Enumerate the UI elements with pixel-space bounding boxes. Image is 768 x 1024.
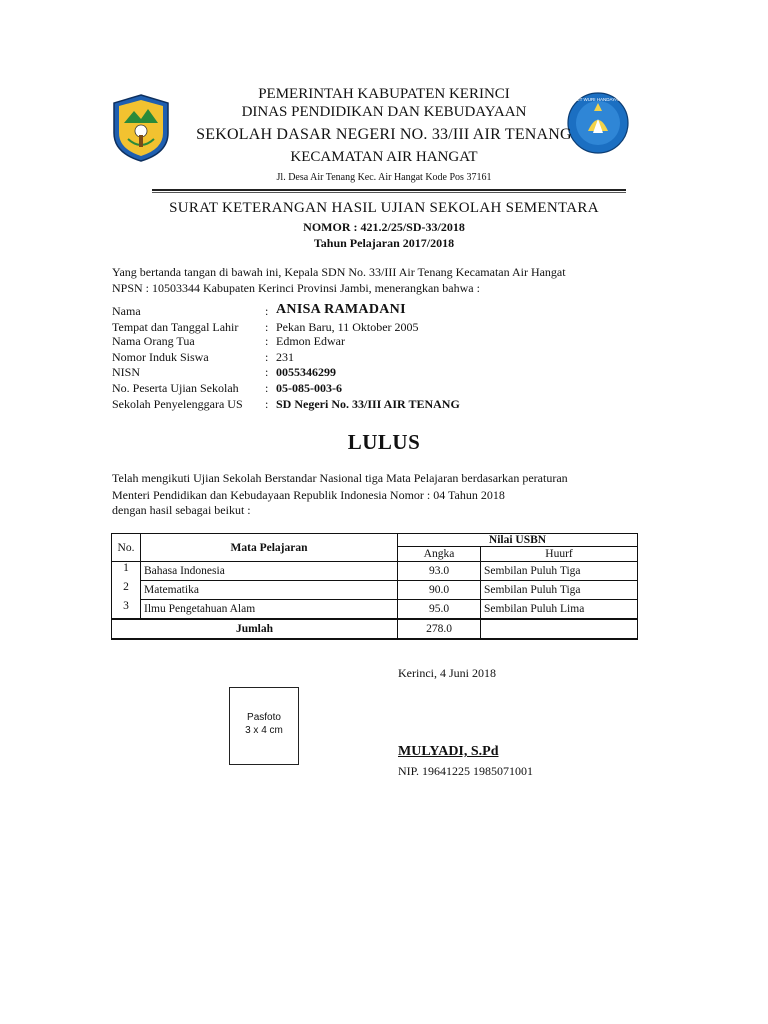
- photo-label-2: 3 x 4 cm: [245, 725, 283, 736]
- photo-placeholder: [229, 687, 299, 765]
- field-colon: :: [265, 304, 269, 318]
- field-value-ttl: Pekan Baru, 11 Oktober 2005: [276, 320, 419, 334]
- row-huruf: Sembilan Puluh Tiga: [481, 581, 638, 600]
- total-value: 278.0: [398, 619, 481, 639]
- intro-line-1: Yang bertanda tangan di bawah ini, Kepala SDN No. 33/III Air Tenang Kecamatan Air Hangat: [112, 265, 566, 279]
- grades-table: [111, 533, 638, 640]
- field-colon: :: [265, 397, 269, 411]
- intro-line-2: NPSN : 10503344 Kabupaten Kerinci Provinsi Jambi, menerangkan bahwa :: [112, 281, 480, 295]
- col-header-no: No.: [112, 534, 141, 562]
- document-number: NOMOR : 421.2/25/SD-33/2018: [303, 220, 465, 234]
- table-row: [112, 600, 638, 620]
- field-label-nis: Nomor Induk Siswa: [112, 350, 209, 364]
- header-district: KECAMATAN AIR HANGAT: [290, 149, 478, 165]
- field-value-nisn: 0055346299: [276, 365, 336, 379]
- field-value-orang-tua: Edmon Edwar: [276, 334, 345, 348]
- signatory-nip: NIP. 19641225 1985071001: [398, 764, 534, 778]
- field-colon: :: [265, 320, 269, 334]
- row-subject: Ilmu Pengetahuan Alam: [141, 600, 398, 620]
- table-total-row: [112, 619, 638, 639]
- row-huruf: Sembilan Puluh Lima: [481, 600, 638, 620]
- row-no: 3: [112, 600, 141, 620]
- field-label-ttl: Tempat dan Tanggal Lahir: [112, 320, 239, 334]
- total-label: Jumlah: [112, 619, 398, 639]
- row-no: 1: [112, 562, 141, 581]
- field-label-orang-tua: Nama Orang Tua: [112, 334, 195, 348]
- row-huruf: Sembilan Puluh Tiga: [481, 562, 638, 581]
- row-angka: 95.0: [398, 600, 481, 620]
- result-status: LULUS: [347, 430, 421, 454]
- col-header-huruf: Huurf: [481, 547, 638, 562]
- header-department: DINAS PENDIDIKAN DAN KEBUDAYAAN: [241, 104, 527, 120]
- col-header-angka: Angka: [398, 547, 481, 562]
- col-header-subject: Mata Pelajaran: [141, 534, 398, 562]
- total-empty-cell: [481, 619, 638, 639]
- field-label-nama: Nama: [112, 304, 141, 318]
- photo-label-1: Pasfoto: [247, 712, 281, 723]
- row-angka: 90.0: [398, 581, 481, 600]
- table-header-row: [112, 534, 638, 547]
- body-line-2: Menteri Pendidikan dan Kebudayaan Republik Indonesia Nomor : 04 Tahun 2018: [112, 488, 505, 502]
- field-value-sekolah: SD Negeri No. 33/III AIR TENANG: [276, 397, 460, 411]
- body-line-3: dengan hasil sebagai beikut :: [112, 503, 251, 517]
- row-subject: Matematika: [141, 581, 398, 600]
- header-government: PEMERINTAH KABUPATEN KERINCI: [258, 86, 510, 102]
- field-label-peserta: No. Peserta Ujian Sekolah: [112, 381, 239, 395]
- academic-year: Tahun Pelajaran 2017/2018: [313, 236, 455, 250]
- field-colon: :: [265, 334, 269, 348]
- field-colon: :: [265, 350, 269, 364]
- document-title: SURAT KETERANGAN HASIL UJIAN SEKOLAH SEMENTARA: [169, 200, 599, 216]
- signatory-name: MULYADI, S.Pd: [398, 744, 499, 759]
- emblem-text: TUT WURI HANDAYANI: [573, 97, 623, 102]
- body-line-1: Telah mengikuti Ujian Sekolah Berstandar Nasional tiga Mata Pelajaran berdasarkan peraturan: [112, 471, 568, 485]
- header-address: Jl. Desa Air Tenang Kec. Air Hangat Kode Pos 37161: [276, 172, 492, 183]
- place-date: Kerinci, 4 Juni 2018: [398, 666, 496, 680]
- field-colon: :: [265, 365, 269, 379]
- field-value-peserta: 05-085-003-6: [276, 381, 342, 395]
- row-subject: Bahasa Indonesia: [141, 562, 398, 581]
- field-label-nisn: NISN: [112, 365, 141, 379]
- field-label-sekolah: Sekolah Penyelenggara US: [112, 397, 243, 411]
- field-value-nis: 231: [276, 350, 294, 364]
- row-no: 2: [112, 581, 141, 600]
- header-school: SEKOLAH DASAR NEGERI NO. 33/III AIR TENANG: [196, 126, 572, 143]
- field-value-nama: ANISA RAMADANI: [276, 302, 406, 317]
- field-colon: :: [265, 381, 269, 395]
- header-divider: [152, 189, 626, 191]
- col-header-nilai-usbn: Nilai USBN: [398, 534, 638, 547]
- table-row: [112, 581, 638, 600]
- header-divider-thin: [152, 192, 626, 193]
- table-row: [112, 562, 638, 581]
- row-angka: 93.0: [398, 562, 481, 581]
